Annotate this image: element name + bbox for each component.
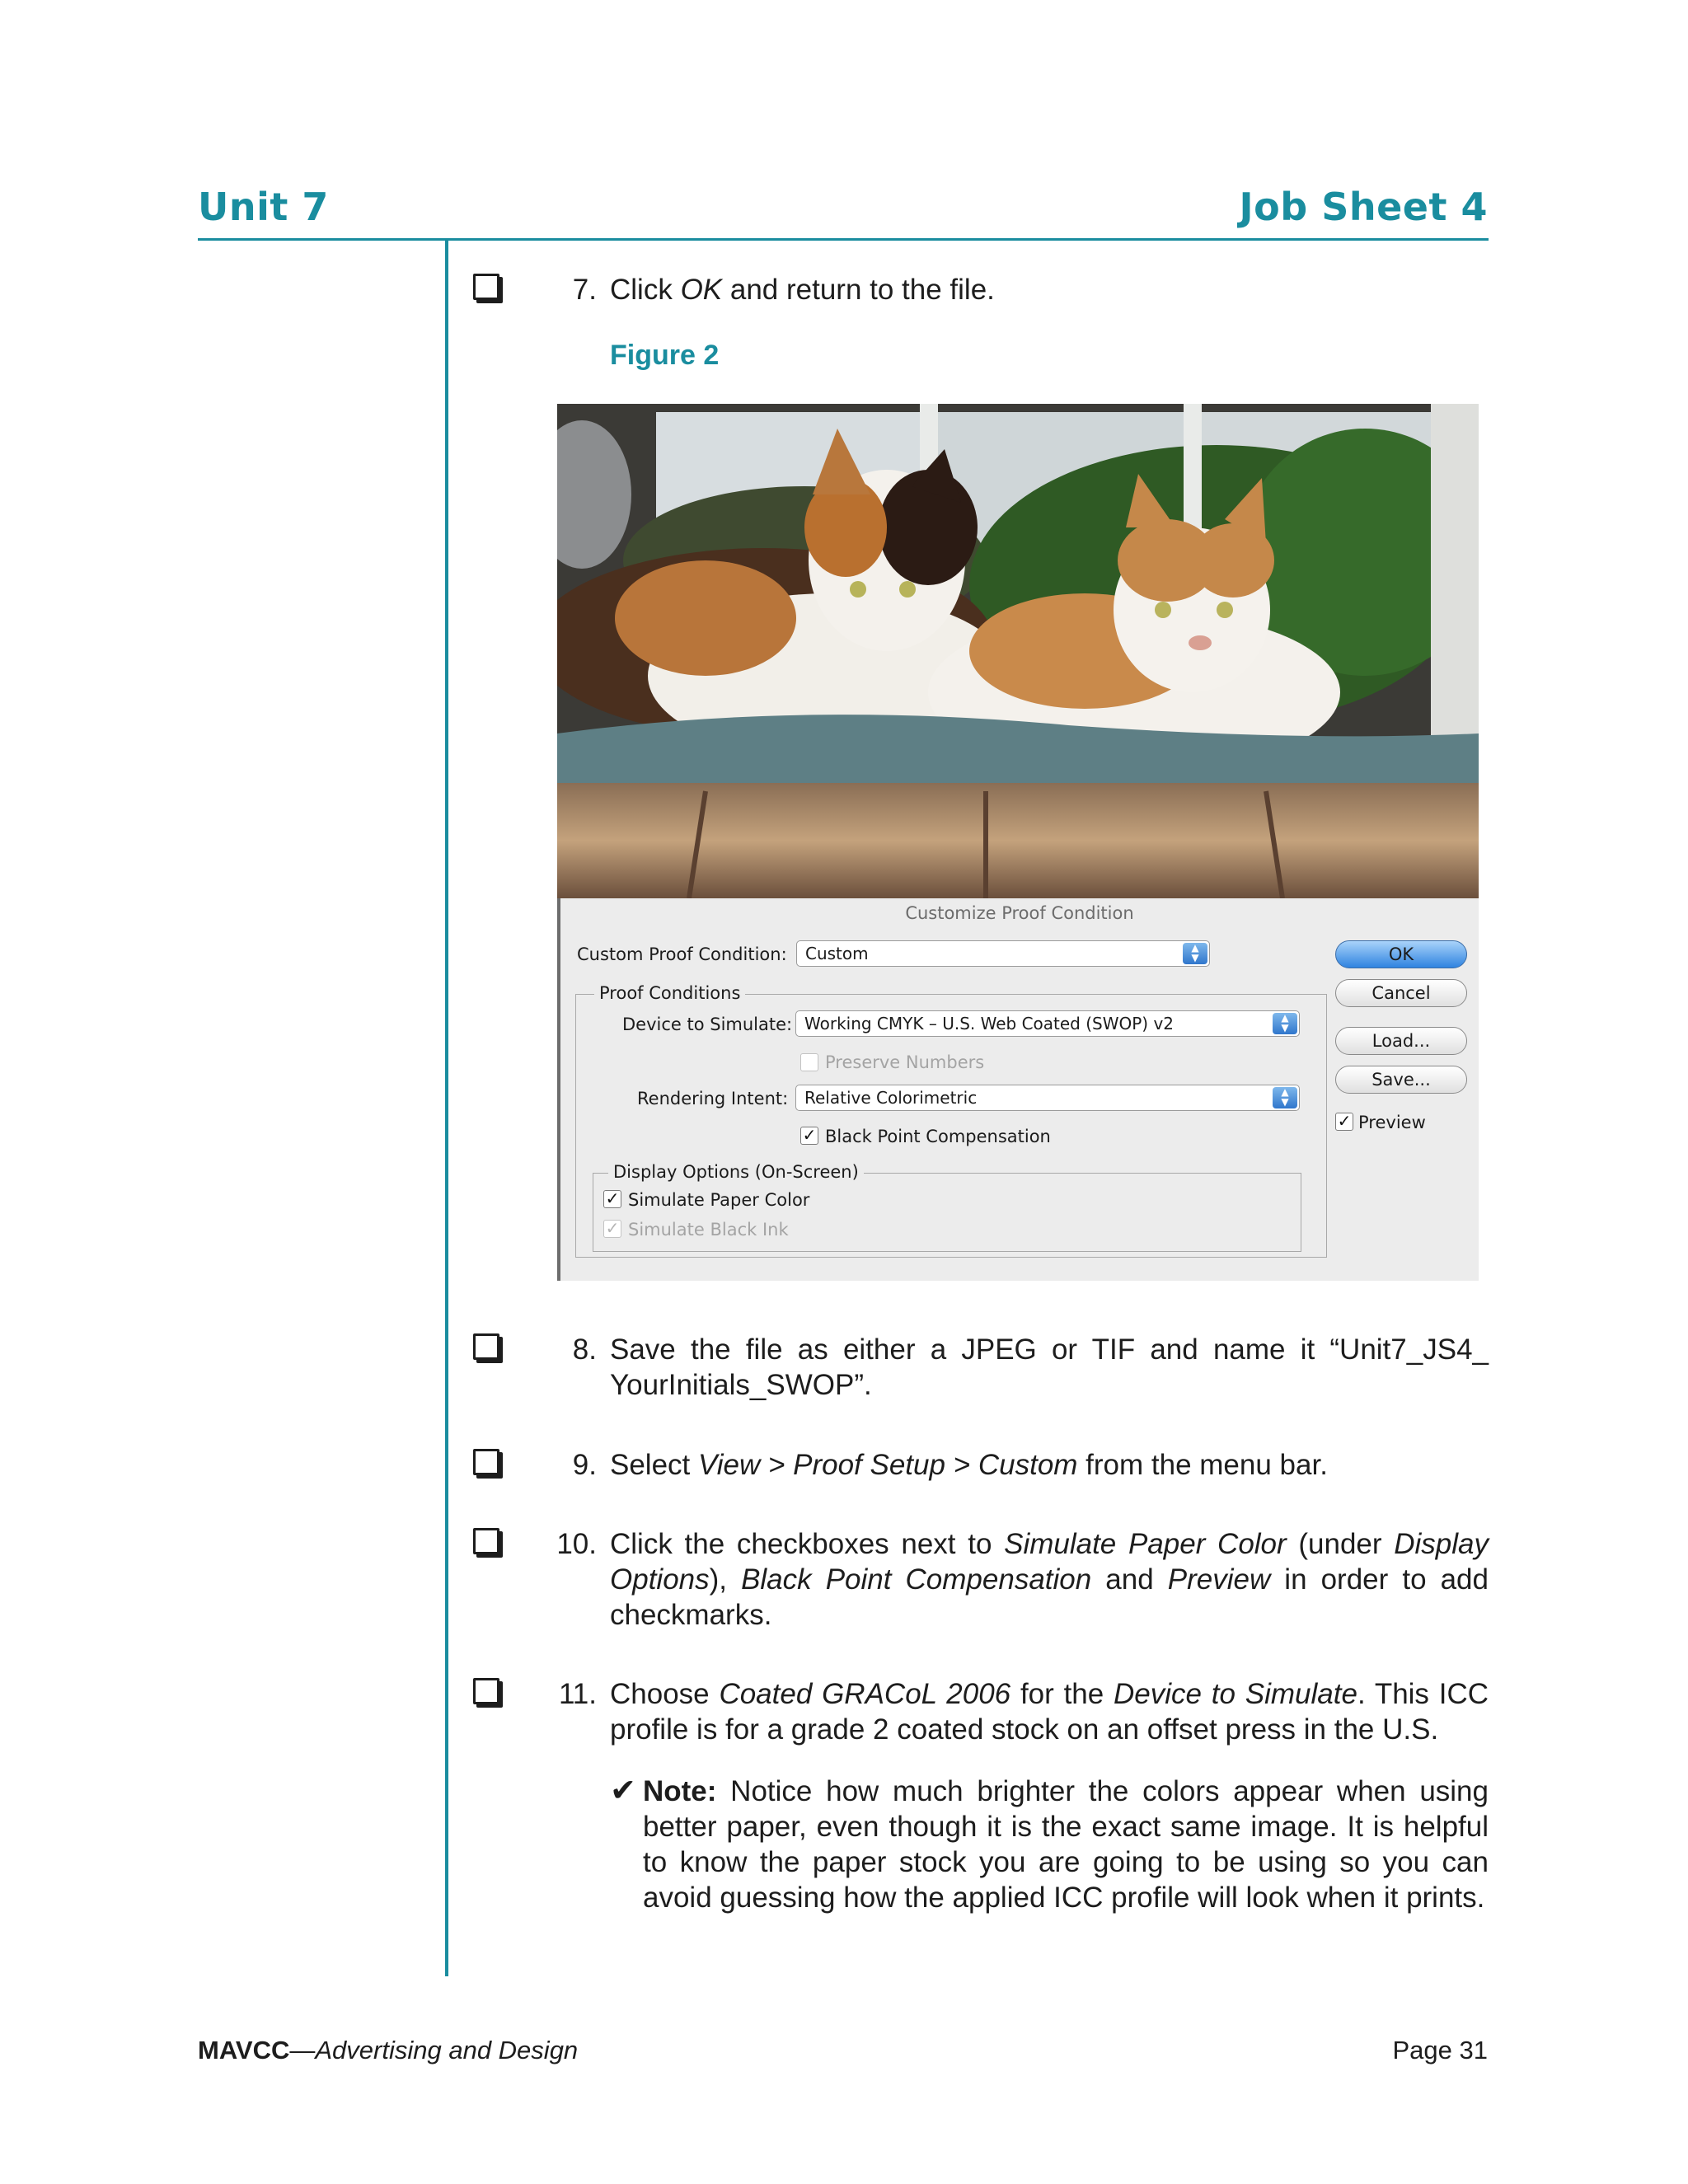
custom-proof-label: Custom Proof Condition: [577, 944, 787, 964]
rendering-value: Relative Colorimetric [804, 1088, 978, 1108]
device-select[interactable] [795, 1010, 1300, 1037]
customize-proof-dialog [557, 898, 1479, 1281]
step-checkbox[interactable] [473, 1528, 499, 1554]
ok-button[interactable]: OK [1335, 940, 1467, 968]
step-number: 10. [556, 1528, 597, 1560]
checkmark-icon: ✔ [610, 1774, 636, 1808]
cancel-button[interactable]: Cancel [1335, 979, 1467, 1007]
step-checkbox[interactable] [473, 1333, 499, 1360]
display-options-title: Display Options (On-Screen) [608, 1162, 864, 1182]
proof-conditions-title: Proof Conditions [594, 983, 745, 1003]
display-options-group [593, 1162, 1301, 1252]
simulate-ink-label: Simulate Black Ink [628, 1220, 789, 1240]
job-sheet-heading: Job Sheet 4 [1239, 185, 1488, 229]
custom-proof-select[interactable] [796, 940, 1210, 967]
popup-arrows-icon: ▲ ▼ [1273, 1087, 1297, 1108]
rendering-select[interactable] [795, 1085, 1300, 1111]
preserve-numbers-checkbox[interactable] [800, 1053, 818, 1071]
save-button[interactable]: Save... [1335, 1066, 1467, 1094]
dialog-title: Customize Proof Condition [905, 903, 1134, 923]
black-point-label: Black Point Compensation [825, 1127, 1051, 1146]
step-number: 11. [558, 1678, 597, 1710]
step-checkbox[interactable] [473, 274, 499, 300]
preserve-numbers-label: Preserve Numbers [825, 1052, 985, 1072]
black-point-checkbox[interactable]: ✓ [800, 1127, 818, 1145]
custom-proof-value: Custom [805, 944, 869, 963]
simulate-ink-checkbox[interactable]: ✓ [603, 1220, 621, 1238]
cats-photo [557, 404, 1479, 898]
header-rule [198, 238, 1489, 241]
load-button[interactable]: Load... [1335, 1027, 1467, 1055]
unit-heading: Unit 7 [198, 185, 329, 229]
step-text: Select View > Proof Setup > Custom from the menu bar. [610, 1449, 1328, 1481]
device-value: Working CMYK – U.S. Web Coated (SWOP) v2 [804, 1014, 1175, 1033]
step-number: 9. [572, 1449, 597, 1481]
popup-arrows-icon: ▲ ▼ [1273, 1013, 1297, 1034]
popup-arrows-icon: ▲ ▼ [1183, 943, 1207, 964]
simulate-paper-label: Simulate Paper Color [628, 1190, 810, 1210]
step-number: 7. [572, 274, 597, 306]
step-text: Choose Coated GRACoL 2006 for the Device to Simulate. This ICC profile is for a grade 2 coated stock on an offset press in the U.S. [610, 1678, 1489, 1746]
step-text: Save the file as either a JPEG or TIF and name it “Unit7_JS4_ YourInitials_SWOP”. [610, 1333, 1489, 1401]
proof-conditions-group [575, 983, 1327, 1258]
simulate-paper-checkbox[interactable]: ✓ [603, 1190, 621, 1208]
preview-label: Preview [1358, 1113, 1426, 1132]
margin-rule [445, 239, 448, 1976]
step-checkbox[interactable] [473, 1678, 499, 1704]
note-text: Note: Notice how much brighter the colors appear when using better paper, even though it is the exact same image. It is helpful to know the paper stock you are going to be using so you can avoid guessing how the applied ICC profile will look when it prints. [643, 1775, 1489, 1914]
rendering-label: Rendering Intent: [637, 1089, 789, 1108]
step-text: Click the checkboxes next to Simulate Paper Color (under Display Options), Black Point Compensation and Preview in order to add checkmarks. [610, 1528, 1489, 1631]
device-label: Device to Simulate: [622, 1015, 793, 1034]
preview-checkbox[interactable]: ✓ [1335, 1113, 1353, 1131]
step-text: Click OK and return to the file. [610, 274, 995, 306]
step-checkbox[interactable] [473, 1449, 499, 1475]
figure-label: Figure 2 [610, 340, 720, 371]
page-number: Page 31 [1392, 2036, 1488, 2064]
step-number: 8. [572, 1333, 597, 1366]
footer-publisher: MAVCC—Advertising and Design [198, 2036, 579, 2064]
